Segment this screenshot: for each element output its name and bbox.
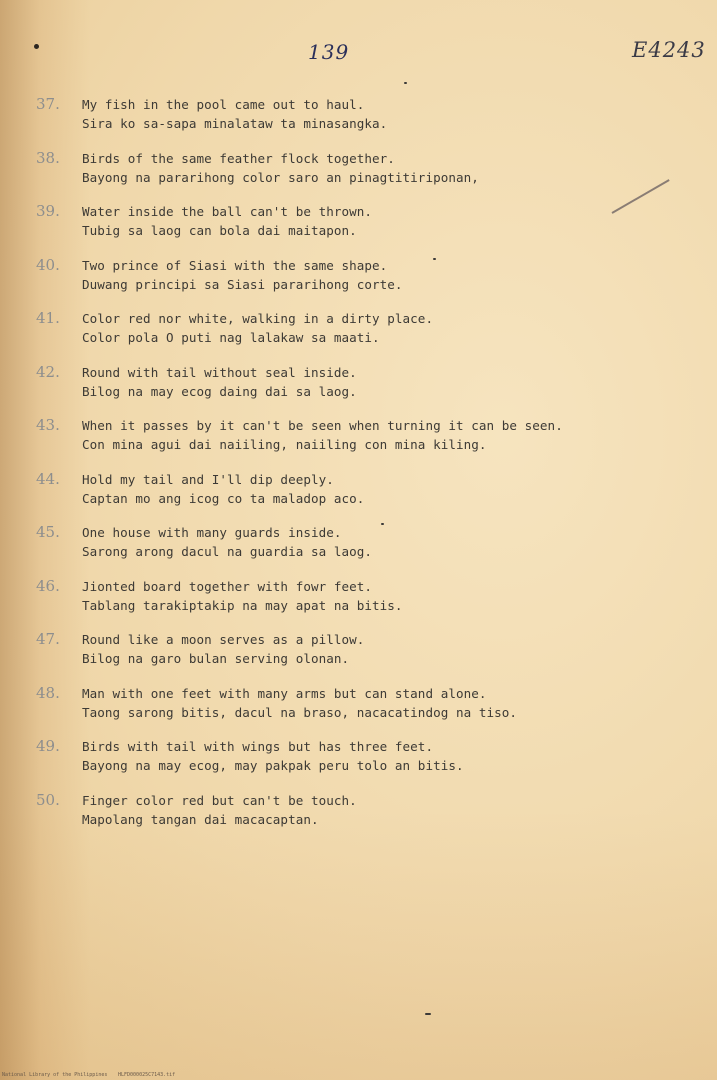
bikol-text: Sarong arong dacul na guardia sa laog. (82, 544, 373, 559)
entry-number: 45. (36, 523, 60, 541)
english-text: Color red nor white, walking in a dirty place. (82, 311, 434, 326)
list-item (36, 470, 696, 524)
english-text: Jionted board together with fowr feet. (82, 578, 373, 594)
bikol-text: Taong sarong bitis, dacul na braso, nacacatindog na tiso. (82, 704, 518, 720)
entry-number: 47. (36, 630, 60, 648)
list-item (36, 523, 696, 577)
list-item (36, 363, 696, 417)
entry-number: 44. (36, 469, 60, 488)
entry-number: 41. (36, 309, 60, 327)
list-item (36, 416, 696, 470)
entry-number: 48. (36, 683, 60, 702)
bikol-text: Sira ko sa-sapa minalataw ta minasangka. (82, 116, 388, 131)
page-number: 139 (308, 40, 350, 64)
list-item (36, 791, 696, 845)
bikol-text: Tubig sa laog can bola dai maitapon. (82, 223, 357, 238)
entry-number: 50. (36, 790, 60, 809)
english-text: Round like a moon serves as a pillow. (82, 632, 365, 647)
list-item (36, 684, 696, 738)
entry-number: 42. (36, 362, 60, 381)
bikol-text: Bilog na garo bulan serving olonan. (82, 651, 350, 666)
entry-number: 38. (36, 148, 60, 167)
ink-speck (404, 82, 407, 84)
riddle-list (36, 95, 696, 844)
english-text: Two prince of Siasi with the same shape. (82, 257, 388, 273)
english-text: Round with tail without seal inside. (82, 364, 357, 380)
english-text: Finger color red but can't be touch. (82, 792, 357, 808)
list-item (36, 202, 696, 256)
english-text: Man with one feet with many arms but can stand alone. (82, 685, 487, 701)
entry-number: 43. (36, 416, 60, 434)
reference-code (632, 38, 706, 62)
english-text: When it passes by it can't be seen when turning it can be seen. (82, 418, 563, 433)
list-item (36, 630, 696, 684)
bikol-text: Bayong na may ecog, may pakpak peru tolo an bitis. (82, 758, 464, 773)
bikol-text: Bilog na may ecog daing dai sa laog. (82, 383, 357, 399)
list-item (36, 577, 696, 631)
english-text: One house with many guards inside. (82, 525, 342, 540)
english-text: My fish in the pool came out to haul. (82, 97, 365, 112)
list-item (36, 149, 696, 203)
list-item (36, 256, 696, 310)
entry-number: 49. (36, 737, 60, 755)
bikol-text: Duwang principi sa Siasi pararihong corte. (82, 276, 403, 292)
entry-number: 46. (36, 576, 60, 595)
list-item (36, 309, 696, 363)
reference-code-text: E4243 (632, 38, 706, 62)
english-text: Water inside the ball can't be thrown. (82, 204, 373, 219)
list-item (36, 95, 696, 149)
english-text: Birds of the same feather flock together. (82, 150, 395, 166)
entry-number: 37. (36, 95, 60, 113)
ink-speck (425, 1013, 431, 1015)
english-text: Hold my tail and I'll dip deeply. (82, 471, 334, 487)
ink-dot (34, 44, 39, 49)
english-text: Birds with tail with wings but has three feet. (82, 739, 434, 754)
bikol-text: Tablang tarakiptakip na may apat na bitis. (82, 597, 403, 613)
bikol-text: Color pola O puti nag lalakaw sa maati. (82, 330, 380, 345)
entry-number: 40. (36, 255, 60, 274)
bikol-text: Mapolang tangan dai macacaptan. (82, 811, 319, 827)
bikol-text: Captan mo ang icog co ta maladop aco. (82, 490, 365, 506)
footer-file: HLFD000025C7143.tif (118, 1072, 176, 1078)
bikol-text: Bayong na pararihong color saro an pinagtitiriponan, (82, 169, 479, 185)
bikol-text: Con mina agui dai naiiling, naiiling con mina kiling. (82, 437, 487, 452)
footer-source: National Library of the Philippines (2, 1072, 108, 1078)
entry-number: 39. (36, 202, 60, 220)
list-item (36, 737, 696, 791)
